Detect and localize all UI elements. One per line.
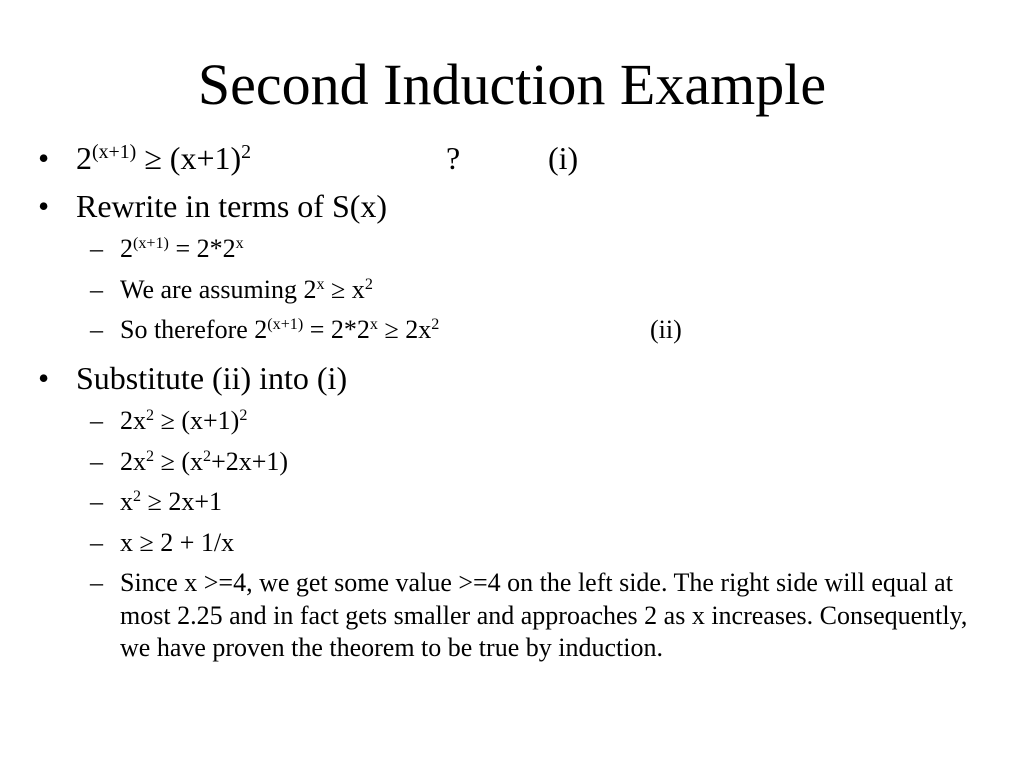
sub-bullet-text: $2x^2 \ge (x^2+2x+1)$	[120, 447, 289, 476]
bullet-mark: •	[38, 360, 50, 396]
dash-mark: –	[90, 275, 103, 304]
dash-mark: –	[90, 406, 103, 435]
question-mark: ?	[446, 140, 461, 176]
bullet-mark: •	[38, 140, 50, 176]
dash-mark: –	[90, 487, 103, 516]
equation-tag-i: (i)	[548, 140, 579, 176]
dash-mark: –	[90, 528, 103, 557]
sub-bullet-text: $2^{(x+1)} = 2*2^x$	[120, 234, 244, 263]
sub-bullet-text: We are assuming $2^x \ge x^2$	[120, 275, 373, 304]
bullet-text: $2^{(x+1)} \ge (x+1)^2$	[76, 140, 252, 176]
sub-bullet-text: $x^2 \ge 2x+1$	[120, 487, 222, 516]
sub-bullet-conclusion	[90, 567, 1000, 665]
sub-bullet-text: $2x^2 \ge (x+1)^2$	[120, 406, 248, 435]
slide-title: Second Induction Example	[197, 52, 827, 117]
bullet-mark: •	[38, 188, 50, 224]
bullet-text: Rewrite in terms of S(x)	[76, 188, 388, 224]
sub-bullet-text: x ≥ 2 + 1/x	[120, 528, 235, 557]
conclusion-text: Since x >=4, we get some value >=4 on the left side. The right side will equal at most 2.25 and in fact gets smaller and approaches 2 as x increases. Consequently, we have proven the theorem to be true by induction.	[120, 568, 968, 662]
dash-mark: –	[90, 315, 103, 344]
dash-mark: –	[90, 568, 103, 597]
bullet-text: Substitute (ii) into (i)	[76, 360, 348, 396]
dash-mark: –	[90, 447, 103, 476]
dash-mark: –	[90, 234, 103, 263]
equation-tag-ii: (ii)	[650, 315, 682, 344]
sub-bullet-text: So therefore $2^{(x+1)} = 2*2^x \ge 2x^2$	[120, 315, 440, 344]
